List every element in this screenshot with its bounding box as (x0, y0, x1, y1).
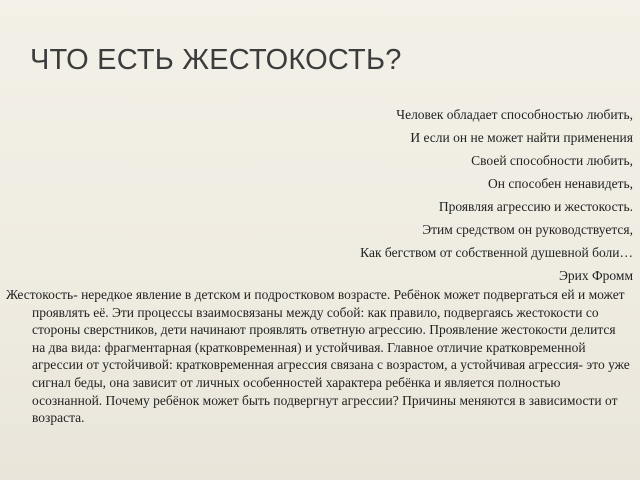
epigraph-line: Как бегством от собственной душевной боли… (360, 245, 633, 260)
body-paragraph: Жестокость- нередкое явление в детском и подростковом возрасте. Ребёнок может подвергаться ей и может проявлять её. Эти процессы взаимосвязаны между собой: как правило, подвергаясь жестокости со стороны сверстников, дети начинают проявлять ответную агрессию. Проявление жестокости делится на два вида: фрагментарная (кратковременная) и устойчивая. Главное отличие кратковременной агрессии от устойчивой: кратковременная агрессия связана с возрастом, а устойчивая агрессия- это уже сигнал беды, она зависит от личных особенностей характера ребёнка и является полностью осознанной. Почему ребёнок может быть подвергнут агрессии? Причины меняются в зависимости от возраста. (6, 287, 630, 426)
epigraph-line: Этим средством он руководствуется, (422, 222, 633, 237)
epigraph-author: Эрих Фромм (558, 268, 633, 283)
epigraph-line: Проявляя агрессию и жестокость. (438, 199, 633, 214)
epigraph-line: И если он не может найти применения (410, 130, 633, 145)
epigraph-line: Он способен ненавидеть, (488, 176, 633, 191)
epigraph-line: Человек обладает способностью любить, (396, 107, 633, 122)
epigraph-line: Своей способности любить, (471, 153, 633, 168)
title-divider (24, 84, 624, 85)
epigraph (213, 103, 633, 287)
slide-title: ЧТО ЕСТЬ ЖЕСТОКОСТЬ? (30, 44, 402, 76)
